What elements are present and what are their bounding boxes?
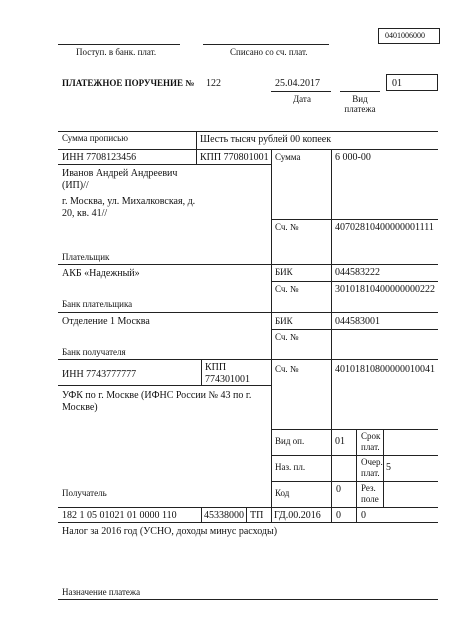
payee-account: 40101810800000010041 [335,364,435,375]
row-line-payee-bank-account [271,329,438,330]
payer-bank-label: Банк плательщика [62,299,133,309]
purpose-code-label: Наз. пл. [275,462,306,472]
amount-words-label: Сумма прописью [62,133,129,143]
row-line-payer-name [58,164,271,165]
payer-bank-bik-label: БИК [275,267,293,277]
payment-type-label: Вид платежа [344,94,376,114]
term-label-1: Срок [361,431,381,441]
payer-account-label: Сч. № [275,222,299,232]
purpose-bottom-line [58,599,438,600]
col-line-payee-kpp [201,359,202,385]
payee-bank-label: Банк получателя [62,347,126,357]
row-line-payee-name [58,385,271,386]
amount-divider [196,131,197,149]
purpose-label: Назначение платежа [62,587,141,597]
debited-label: Списано со сч. плат. [230,47,308,57]
status-code: 01 [392,78,402,89]
code-label: Код [275,488,290,498]
payee-inn: ИНН 7743777777 [62,369,137,380]
term-label-2: плат. [361,442,380,452]
row-line-payee [58,359,438,360]
col-line-oktmo [201,507,202,522]
row-line-code [271,481,438,482]
op-type-value: 01 [335,436,345,447]
tax-doc-number: 0 [336,510,341,521]
payer-bank-name: АКБ «Надежный» [62,268,140,279]
purpose-text: Налог за 2016 год (УСНО, доходы минус расходы) [62,526,278,537]
amount-words-value: Шесть тысяч рублей 00 копеек [200,134,332,145]
row-line-payee-bank [58,312,438,313]
payee-account-label: Сч. № [275,364,299,374]
row-line-inn [58,149,438,150]
document-date: 25.04.2017 [275,78,320,89]
col-line-sum-left [271,149,272,507]
payee-label: Получатель [62,488,107,498]
payer-bank-bik: 044583222 [335,267,380,278]
received-label: Поступ. в банк. плат. [76,47,157,57]
payer-address-line1: г. Москва, ул. Михалковская, д. [62,196,196,207]
payer-sum-value: 6 000-00 [335,152,371,163]
payer-address-line2: 20, кв. 41// [62,208,108,219]
document-title: ПЛАТЕЖНОЕ ПОРУЧЕНИЕ № [62,78,195,88]
reserve-label-1: Рез. [361,483,376,493]
row-line-tax [58,507,438,508]
payer-name-line2: (ИП)// [62,180,89,191]
row-line-op-type [271,429,438,430]
payer-name-line1: Иванов Андрей Андреевич [62,168,178,179]
col-line-sum-right [331,149,332,507]
document-number: 122 [206,78,221,89]
row-line-payer-bank [58,264,438,265]
payee-bank-account-label: Сч. № [275,332,299,342]
row-line-payer-account [271,219,438,220]
col-line-doc-date [356,507,357,522]
payer-kpp: КПП 770801001 [200,152,269,163]
received-line [58,44,180,45]
payee-name-line1: УФК по г. Москве (ИФНС России № 43 по г. [62,390,252,401]
payee-name-line2: Москве) [62,402,98,413]
payee-kpp: 774301001 [205,374,250,385]
op-type-label: Вид оп. [275,436,305,446]
date-label: Дата [293,94,311,104]
priority-label-2: плат. [361,468,380,478]
payer-label: Плательщик [62,252,110,262]
col-line-doc-number [331,507,332,522]
col-line-term [356,429,357,507]
payee-bank-name: Отделение 1 Москва [62,316,150,327]
col-line-basis [246,507,247,522]
code-value: 0 [336,484,341,495]
col-line-period [271,507,272,522]
priority-value: 5 [386,462,391,473]
tax-oktmo: 45338000 [204,510,244,521]
date-line [271,91,331,92]
payee-bank-bik: 044583001 [335,316,380,327]
payer-account: 40702810400000001111 [335,222,434,233]
tax-period: ГД.00.2016 [274,510,321,521]
payee-kpp-label: КПП [205,362,227,373]
row-line-tax-bottom [58,522,438,523]
col-line-term-value [383,429,384,507]
payer-inn: ИНН 7708123456 [62,152,137,163]
amount-top-line [58,131,438,132]
priority-label-1: Очер. [361,457,383,467]
payee-bank-bik-label: БИК [275,316,293,326]
row-line-payer-bank-account [271,281,438,282]
row-line-purpose-code [271,455,438,456]
payer-bank-account-label: Сч. № [275,284,299,294]
debited-line [203,44,329,45]
reserve-label-2: поле [361,494,379,504]
tax-basis: ТП [250,510,264,521]
payer-bank-account: 30101810400000000222 [335,284,435,295]
payment-type-line [340,91,380,92]
form-code: 0401006000 [385,31,425,40]
tax-kbk: 182 1 05 01021 01 0000 110 [62,510,177,521]
payer-sum-label: Сумма [275,152,301,162]
col-line-kpp [196,149,197,164]
tax-doc-date: 0 [361,510,366,521]
